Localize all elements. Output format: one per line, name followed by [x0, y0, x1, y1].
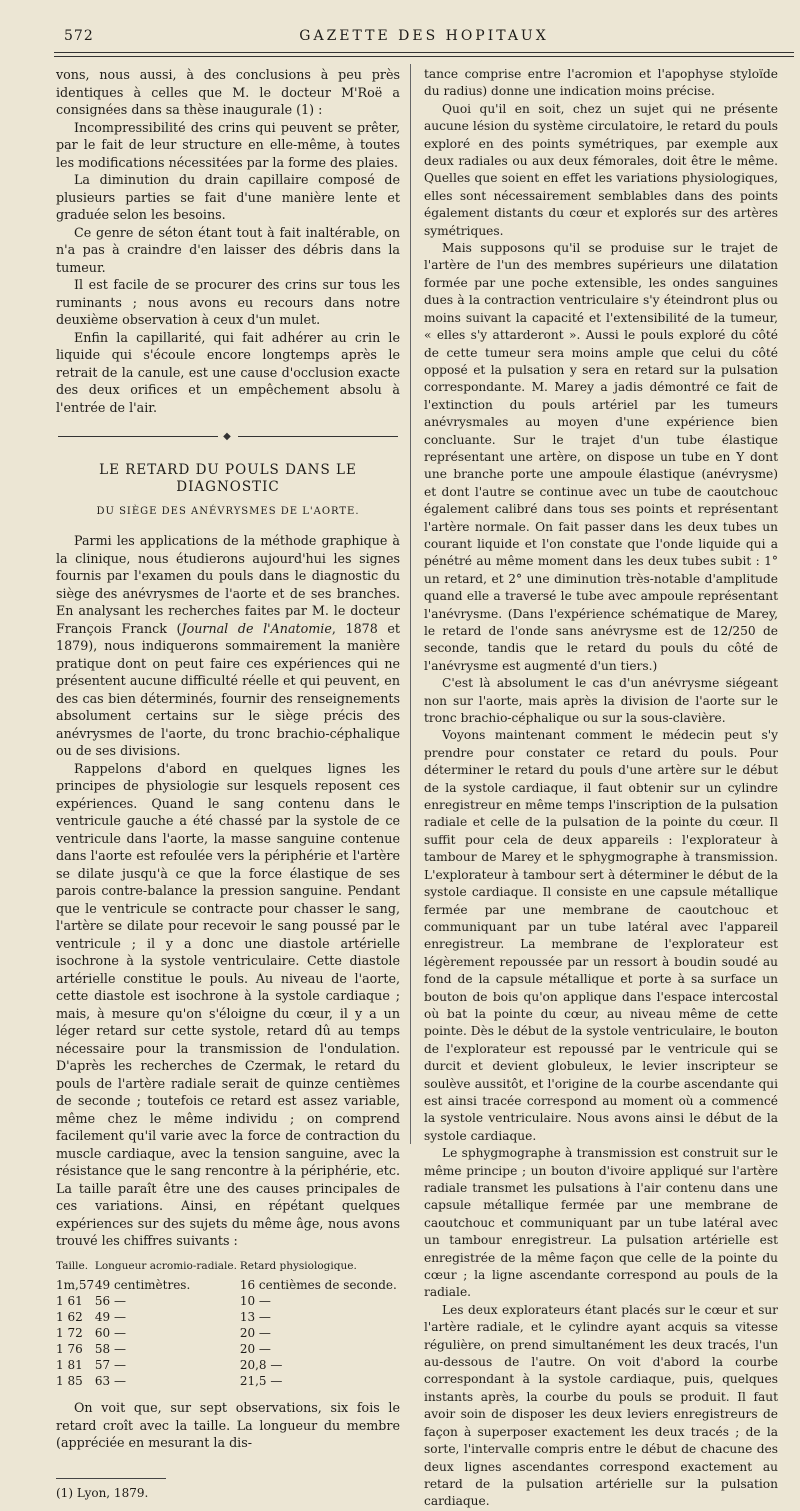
table-cell: 57 — [94, 1358, 126, 1372]
column-header: Taille. [56, 1259, 89, 1272]
journal-title: GAZETTE DES HOPITAUX [299, 28, 549, 44]
table-row [56, 1373, 400, 1389]
table-cell: 1m,57 [56, 1278, 95, 1292]
journal-citation: Journal de l'Anatomie [181, 620, 332, 636]
table-cell: 1 61 [56, 1294, 83, 1308]
table-header-row [56, 1258, 400, 1278]
paragraph: Incompressibilité des crins qui peuvent se prêter, par le fait de leur structure en elle-même, à toutes les modifications nécessitées par la forme des plaies. [56, 119, 400, 170]
table-cell: 13 — [239, 1310, 271, 1324]
paragraph: La diminution du drain capillaire composé de plusieurs parties se fait d'une manière lente et graduée selon les besoins. [56, 172, 400, 222]
table-row [56, 1341, 400, 1357]
table-cell: 56 — [94, 1294, 126, 1308]
paragraph: Rappelons d'abord en quelques lignes les principes de physiologie sur lesquels reposent ces expériences. Quand le sang contenu dans le ventricule gauche a été chassé par la systole de ce ventricule dans l'aorte, la masse sanguine contenue dans l'aorte est refoulée vers la périphérie et l'artère se dilate jusqu'à ce que la force élastique de ses parois contre-balance la pression sanguine. Pendant que le ventricule se contracte pour chasser le sang, l'artère se dilate pour recevoir le sang poussé par le ventricule ; il y a donc une diastole artérielle isochrone à la systole ventriculaire. Cette diastole artérielle constitue le pouls. Au niveau de l'aorte, cette diastole est isochrone à la systole cardiaque ; mais, à mesure qu'on s'éloigne du cœur, il y a un léger retard sur cette systole, retard dû au temps nécessaire pour la transmission de l'ondulation. D'après les recherches de Czermak, le retard du pouls de l'artère radiale serait de quinze centièmes de seconde ; toutefois ce retard est assez variable, même chez le même individu ; on comprend facilement qu'il varie avec la force de contraction du muscle cardiaque, avec la tension sanguine, avec la résistance que le sang rencontre à la périphérie, etc. La taille paraît être une des causes principales de ces variations. Ainsi, en répétant quelques expériences sur des sujets du même âge, nous avons trouvé les chiffres suivants : [56, 760, 400, 1248]
right-column [424, 66, 778, 1511]
column-header: Longueur acromio-radiale. [94, 1259, 237, 1272]
table-cell: 21,5 — [239, 1374, 283, 1388]
paragraph: Voyons maintenant comment le médecin peut s'y prendre pour constater ce retard du pouls. Pour déterminer le retard du pouls d'une artère sur le début de la systole cardiaque, il faut obtenir sur un cylindre enregistreur en même temps l'inscription de la pulsation radiale et celle de la pulsation de la pointe du cœur. Il suffit pour cela de deux appareils : l'explorateur à tambour de Marey et le sphygmographe à transmission. L'explorateur à tambour sert à déterminer le début de la systole cardiaque. Il consiste en une capsule métallique fermée par une membrane de caoutchouc et communiquant par un tube latéral avec l'appareil enregistreur. La membrane de l'explorateur est légèrement repoussée par un ressort à boudin soudé au fond de la capsule métallique et porte à sa surface un bouton de bois qu'on applique dans l'espace intercostal où bat la pointe du cœur, au niveau même de cette pointe. Dès le début de la systole ventriculaire, le bouton de l'explorateur est repoussé par le ventricule qui se durcit et devient globuleux, le levier inscripteur se soulève aussitôt, et l'origine de la courbe ascendante qui est ainsi tracée correspond au moment où a commencé la systole ventriculaire. Nous avons ainsi le début de la systole cardiaque. [424, 728, 778, 1143]
footnote-rule [56, 1478, 166, 1479]
article-subheading: DU SIÈGE DES ANÉVRYSMES DE L'AORTE. [96, 505, 360, 517]
article-heading: LE RETARD DU POULS DANS LE DIAGNOSTIC [99, 461, 357, 495]
table-cell: 10 — [239, 1294, 271, 1308]
paragraph: Enfin la capillarité, qui fait adhérer au crin le liquide qui s'écoule encore longtemps après le retrait de la canule, est une cause d'occlusion exacte des deux orifices et un empêchement absolu à l'entrée de l'air. [56, 329, 400, 415]
left-column [56, 66, 400, 1502]
header-rule [54, 52, 794, 53]
paragraph: Quoi qu'il en soit, chez un sujet qui ne présente aucune lésion du système circulatoire, le retard du pouls exploré en des points symétriques, par exemple aux deux radiales ou aux deux fémorales, doit être le même. Quelles que soient en effet les variations physiologiques, elles sont nécessairement semblables dans des points également distants du cœur et explorés sur des artères symétriques. [424, 101, 778, 238]
paragraph: Ce genre de séton étant tout à fait inaltérable, on n'a pas à craindre d'en laisser des débris dans la tumeur. [56, 224, 400, 275]
table-cell: 60 — [94, 1326, 126, 1340]
table-cell: 58 — [94, 1342, 126, 1356]
table-row [56, 1309, 400, 1325]
paragraph: Les deux explorateurs étant placés sur le cœur et sur l'artère radiale, et le cylindre ayant acquis sa vitesse régulière, on prend simultanément les deux tracés, l'un au-dessous de l'autre. On voit d'abord la courbe correspondant à la systole cardiaque, puis, quelques instants après, la courbe du pouls se produit. Il faut avoir soin de disposer les deux leviers enregistreurs de façon à superposer exactement les deux tracés ; de la sorte, l'intervalle compris entre le début de chacune des deux lignes ascendantes correspond exactement au retard de la pulsation artérielle sur la pulsation cardiaque. [424, 1302, 778, 1509]
paragraph: Le sphygmographe à transmission est construit sur le même principe ; un bouton d'ivoire appliqué sur l'artère radiale transmet les pulsations à l'air contenu dans une capsule métallique fermée par une membrane de caoutchouc et communiquant par un tube latéral avec un tambour enregistreur. La pulsation artérielle est enregistrée de la même façon que celle de la pointe du cœur ; la ligne ascendante correspond au pouls de la radiale. [424, 1146, 778, 1300]
measurements-table [56, 1258, 400, 1390]
table-cell: 20 — [239, 1342, 271, 1356]
table-row [56, 1325, 400, 1341]
table-row [56, 1293, 400, 1309]
header-rule-thin [54, 56, 794, 57]
paragraph: Il est facile de se procurer des crins sur tous les ruminants ; nous avons eu recours dans notre deuxième observation à ceux d'un mulet. [56, 277, 400, 327]
table-cell: 49 — [94, 1310, 126, 1324]
page-number: 572 [64, 28, 94, 44]
table-cell: 1 85 [56, 1374, 83, 1388]
table-cell: 20 — [239, 1326, 271, 1340]
table-cell: 20,8 — [239, 1358, 283, 1372]
paragraph: Parmi les applications de la méthode graphique à la clinique, nous étudierons aujourd'hui les signes fournis par l'examen du pouls dans le diagnostic du siège des anévrysmes de l'aorte et de ses branches. En analysant les recherches faites par M. le docteur François Franck (Journal de l'Anatomie, 1878 et 1879), nous indiquerons sommairement la manière pratique dont on peut faire ces expériences qui ne présentent aucune difficulté réelle et qui peuvent, en des cas bien déterminés, fournir des renseignements absolument certains sur le siège précis des anévrysmes de l'aorte, du tronc brachio-céphalique ou de ses divisions. [56, 533, 400, 758]
paragraph: Mais supposons qu'il se produise sur le trajet de l'artère de l'un des membres supérieurs une dilatation formée par une poche extensible, les ondes sanguines dues à la contraction ventriculaire s'y éteindront plus ou moins suivant la capacité et l'extensibilité de la tumeur, « elles s'y attarderont ». Aussi le pouls exploré du côté de cette tumeur sera moins ample que celui du côté opposé et la pulsation y sera en retard sur la pulsation correspondante. M. Marey a jadis démontré ce fait de l'extinction du pouls artériel par les tumeurs anévrysmales au moyen d'une expérience bien concluante. Sur le trajet d'un tube élastique représentant une artère, on dispose un tube en Y dont une branche porte une ampoule élastique (anévrysme) et dont l'autre se continue avec un tube de caoutchouc également calibré dans tous ses points et représentant l'artère normale. On fait passer dans les deux tubes un courant liquide et l'on constate que l'onde liquide qui a pénétré au même moment dans les deux tubes subit : 1° un retard, et 2° une diminution très-notable d'amplitude quand elle a traversé le tube avec ampoule représentant l'anévrysme. (Dans l'expérience schématique de Marey, le retard de l'onde sans anévrysme est de 12/250 de seconde, tandis que le retard du pouls du côté de l'anévrysme est augmenté d'un tiers.) [424, 241, 778, 673]
paragraph: C'est là absolument le cas d'un anévrysme siégeant non sur l'aorte, mais après la division de l'aorte sur le tronc brachio-céphalique ou sur la sous-clavière. [424, 676, 778, 726]
table-cell: 63 — [94, 1374, 126, 1388]
table-cell: 49 centimètres. [94, 1278, 191, 1292]
table-cell: 1 62 [56, 1310, 83, 1324]
footnote: (1) Lyon, 1879. [56, 1485, 149, 1500]
paragraph: vons, nous aussi, à des conclusions à peu près identiques à celles que M. le docteur M'Roë a consignées dans sa thèse inaugurale (1) : [56, 67, 400, 117]
column-header: Retard physiologique. [239, 1259, 357, 1272]
table-cell: 1 72 [56, 1326, 83, 1340]
table-row [56, 1357, 400, 1373]
page-header [54, 28, 794, 48]
table-cell: 16 centièmes de seconde. [239, 1278, 397, 1292]
table-cell: 1 81 [56, 1358, 83, 1372]
section-ornament: ◆ [56, 428, 400, 446]
paragraph: tance comprise entre l'acromion et l'apophyse styloïde du radius) donne une indication moins précise. [424, 67, 778, 99]
table-cell: 1 76 [56, 1342, 83, 1356]
paragraph: On voit que, sur sept observations, six fois le retard croît avec la taille. La longueur du membre (appréciée en mesurant la dis- [56, 1400, 400, 1450]
table-row [56, 1277, 400, 1293]
column-divider [410, 64, 411, 1144]
